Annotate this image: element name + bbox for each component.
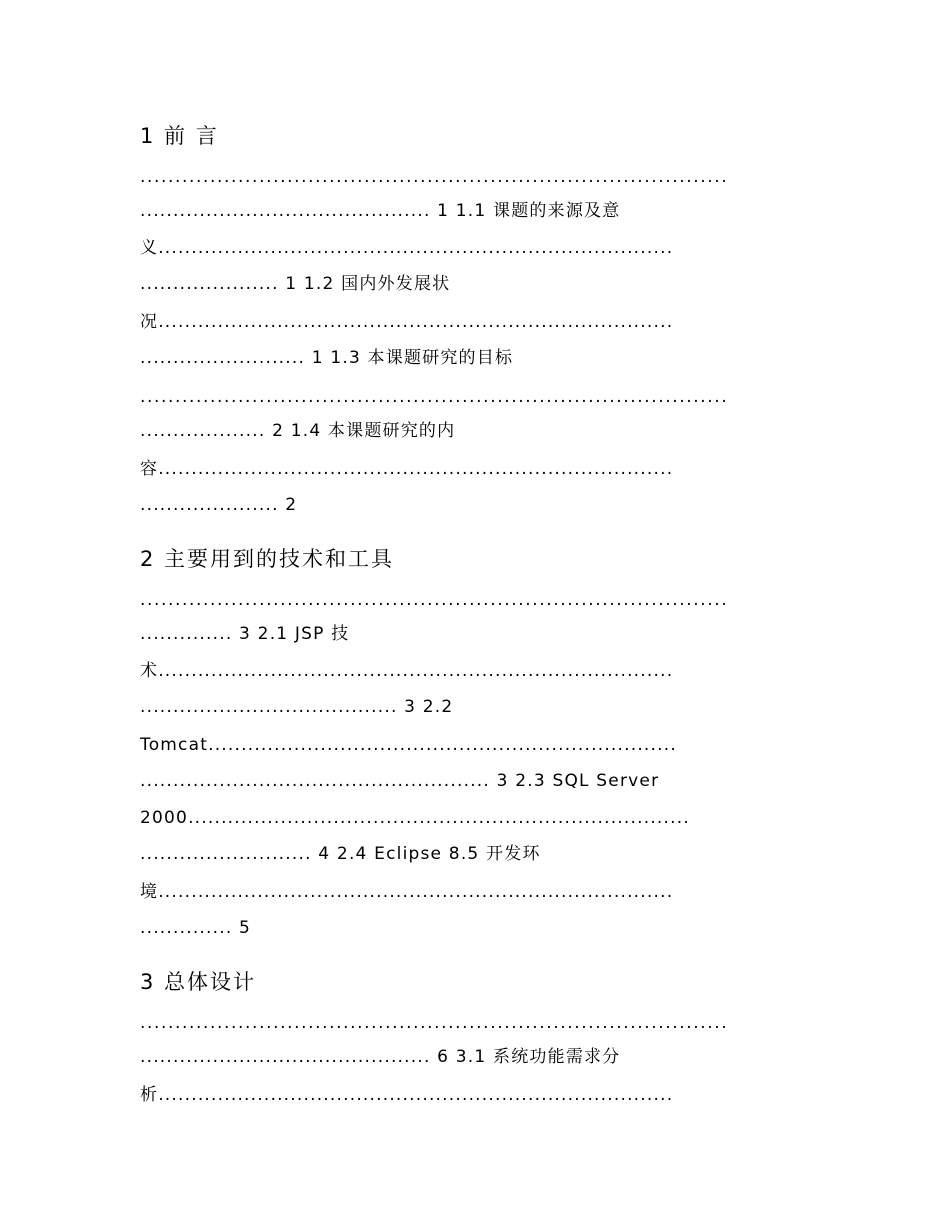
toc-entry-2-2[interactable]: ....................................... 3 2.2 [140, 697, 454, 717]
toc-line: 义.............................................................................. [140, 238, 674, 258]
toc-line: 境.............................................................................. [140, 882, 674, 902]
toc-line: .................................................................................... [140, 590, 729, 610]
toc-entry-2-3[interactable]: ..................................................... 3 2.3 SQL Server [140, 771, 660, 791]
toc-line: .................................................................................... [140, 387, 729, 407]
toc-page-number: .............. 5 [140, 918, 252, 938]
toc-entry-1-1[interactable]: ............................................ 1 1.1 课题的来源及意 [140, 201, 621, 221]
toc-line: Tomcat....................................................................... [140, 735, 677, 755]
toc-heading-2[interactable]: 2 主要用到的技术和工具 [140, 547, 395, 571]
toc-entry-2-1[interactable]: .............. 3 2.1 JSP 技 [140, 624, 350, 644]
toc-entry-1-3[interactable]: ......................... 1 1.3 本课题研究的目标 [140, 348, 514, 368]
toc-entry-3-1[interactable]: ............................................ 6 3.1 系统功能需求分 [140, 1047, 621, 1067]
toc-heading-1[interactable]: 1 前 言 [140, 124, 219, 148]
toc-line: 容.............................................................................. [140, 459, 674, 479]
toc-line: .................................................................................... [140, 1013, 729, 1033]
toc-page-number: ..................... 2 [140, 495, 298, 515]
toc-line: 析.............................................................................. [140, 1085, 674, 1105]
toc-heading-3[interactable]: 3 总体设计 [140, 970, 257, 994]
toc-entry-1-4[interactable]: ................... 2 1.4 本课题研究的内 [140, 421, 456, 441]
toc-line: 况.............................................................................. [140, 312, 674, 332]
toc-entry-2-4[interactable]: .......................... 4 2.4 Eclipse 8.5 开发环 [140, 844, 541, 864]
toc-entry-1-2[interactable]: ..................... 1 1.2 国内外发展状 [140, 274, 451, 294]
toc-line: .................................................................................... [140, 167, 729, 187]
toc-line: 2000............................................................................ [140, 808, 690, 828]
toc-line: 术.............................................................................. [140, 661, 674, 681]
